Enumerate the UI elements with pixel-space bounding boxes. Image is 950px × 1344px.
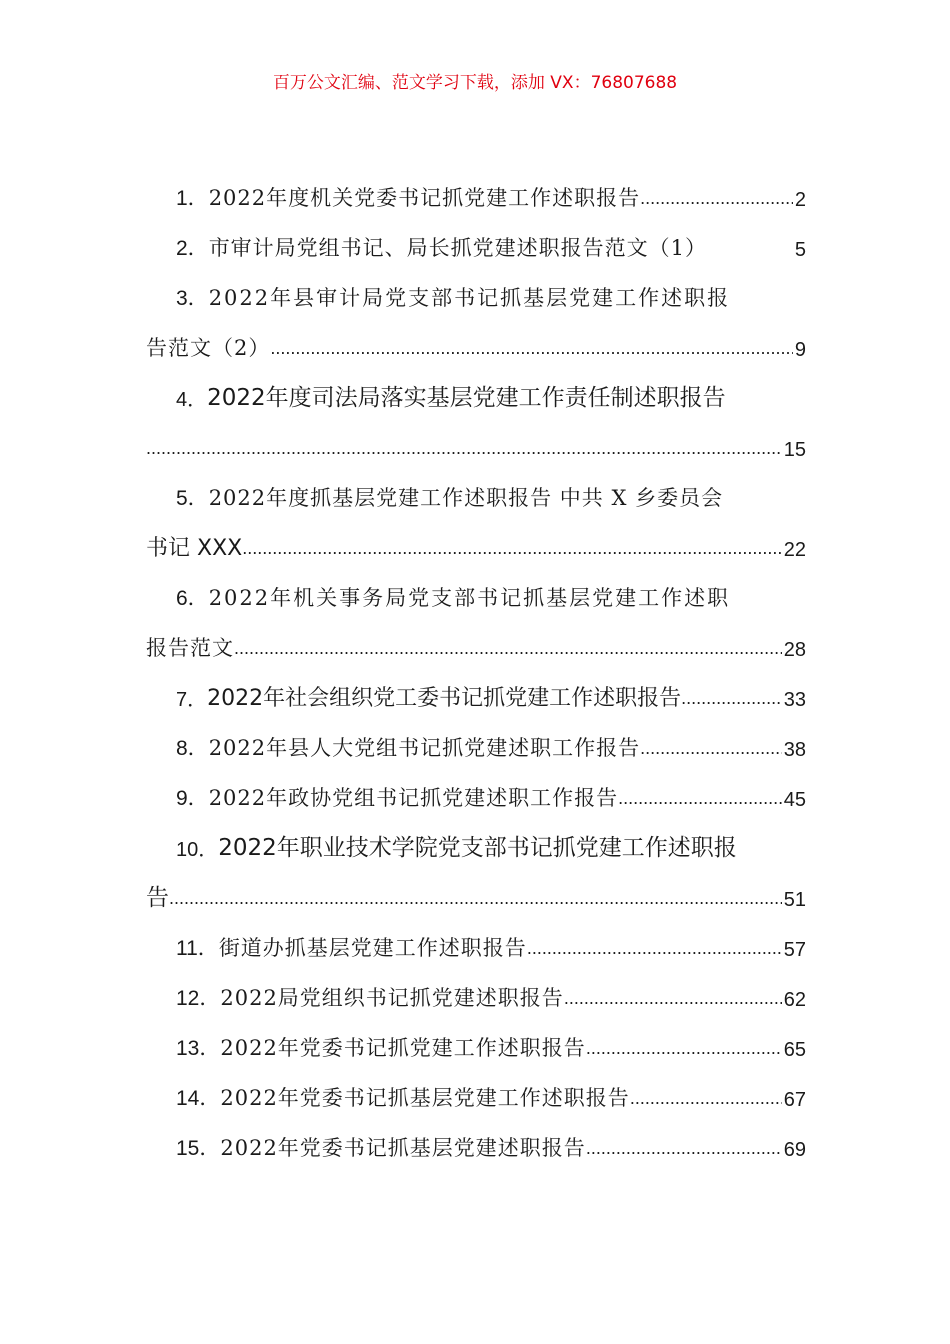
toc-entry-5-cont[interactable] <box>146 522 806 562</box>
toc-number: 10． <box>176 839 219 861</box>
toc-title: 2022年度机关党委书记抓党建工作述职报告 <box>208 186 641 210</box>
toc-leader <box>586 1038 782 1062</box>
toc-leader <box>270 338 793 362</box>
watermark-header: 百万公文汇编、范文学习下载，添加 VX：76807688 <box>272 73 678 93</box>
toc-page: 9 <box>794 339 806 361</box>
toc-title-cont: 报告范文 <box>146 636 234 660</box>
toc-entry-12[interactable] <box>146 972 806 1012</box>
toc-number: 7． <box>176 689 208 711</box>
toc-entry-9[interactable] <box>146 772 806 812</box>
toc-page: 65 <box>783 1039 806 1061</box>
toc-number: 13． <box>176 1037 221 1060</box>
toc-number: 14． <box>176 1087 221 1110</box>
toc-number: 12． <box>176 987 221 1010</box>
toc-entry-1[interactable] <box>146 172 806 212</box>
toc-entry-4-cont[interactable] <box>146 422 806 462</box>
toc-leader <box>169 888 782 912</box>
toc-title: 街道办抓基层党建工作述职报告 <box>218 936 527 960</box>
toc-title: 市审计局党组书记、局长抓党建述职报告范文（1） <box>208 236 708 260</box>
toc-leader <box>564 988 782 1012</box>
toc-page: 69 <box>783 1139 806 1161</box>
toc-title: 2022年度抓基层党建工作述职报告 中共 X 乡委员会 <box>208 486 724 510</box>
toc-entry-7[interactable] <box>146 672 806 712</box>
toc-title: 2022年职业技术学院党支部书记抓党建工作述职报 <box>218 835 737 861</box>
toc-entry-10[interactable] <box>146 822 806 862</box>
toc-leader <box>681 688 782 712</box>
toc-page: 45 <box>783 789 806 811</box>
toc-title: 2022年县审计局党支部书记抓基层党建工作述职报 <box>208 286 731 310</box>
toc-leader <box>586 1138 782 1162</box>
toc-entry-10-cont[interactable] <box>146 872 806 912</box>
toc-title: 2022局党组织书记抓党建述职报告 <box>220 986 564 1010</box>
toc-page: 33 <box>783 689 806 711</box>
toc-number: 2． <box>176 237 209 260</box>
toc-number: 15． <box>176 1137 221 1160</box>
toc-title-cont: 告范文（2） <box>146 336 271 360</box>
toc-entry-14[interactable] <box>146 1072 806 1112</box>
toc-title: 2022年党委书记抓基层党建工作述职报告 <box>220 1086 630 1110</box>
toc-number: 9． <box>176 787 209 810</box>
toc-title: 2022年度司法局落实基层党建工作责任制述职报告 <box>207 385 726 411</box>
toc-entry-8[interactable] <box>146 722 806 762</box>
toc-number: 1． <box>176 187 209 210</box>
toc-page: 38 <box>783 739 806 761</box>
toc-entry-13[interactable] <box>146 1022 806 1062</box>
toc-leader <box>146 438 782 462</box>
toc-entry-4[interactable] <box>146 372 806 412</box>
toc-entry-11[interactable] <box>146 922 806 962</box>
toc-page: 51 <box>783 889 806 911</box>
toc-page: 62 <box>783 989 806 1011</box>
toc-number: 8． <box>176 737 209 760</box>
toc-entry-3-cont[interactable] <box>146 322 806 362</box>
toc-number: 4． <box>176 389 208 411</box>
toc-page: 22 <box>783 539 806 561</box>
toc-entry-6-cont[interactable] <box>146 622 806 662</box>
toc-title-cont: 告 <box>146 885 169 911</box>
toc-page: 67 <box>783 1089 806 1111</box>
toc-leader <box>234 638 782 662</box>
toc-leader <box>640 738 782 762</box>
toc-entry-5[interactable] <box>146 472 806 512</box>
toc-title: 2022年党委书记抓基层党建述职报告 <box>220 1136 586 1160</box>
toc-leader <box>640 188 793 212</box>
toc-entry-6[interactable] <box>146 572 806 612</box>
toc-page: 57 <box>783 939 806 961</box>
toc-number: 5． <box>176 487 209 510</box>
toc-leader <box>618 788 782 812</box>
toc-page: 15 <box>783 439 806 461</box>
toc-page: 2 <box>794 189 806 211</box>
toc-entry-2[interactable] <box>146 222 806 262</box>
toc-page: 5 <box>794 239 806 261</box>
toc-title: 2022年党委书记抓党建工作述职报告 <box>220 1036 586 1060</box>
toc-leader <box>527 938 782 962</box>
toc-title: 2022年社会组织党工委书记抓党建工作述职报告 <box>207 686 682 711</box>
toc-number: 6． <box>176 587 209 610</box>
toc-entry-15[interactable] <box>146 1122 806 1162</box>
toc-entry-3[interactable] <box>146 272 806 312</box>
toc-title: 2022年政协党组书记抓党建述职工作报告 <box>208 786 619 810</box>
toc-number: 3． <box>176 287 209 310</box>
toc-title-cont: 书记 XXX <box>146 536 243 561</box>
toc-leader <box>242 538 782 562</box>
toc-title: 2022年机关事务局党支部书记抓基层党建工作述职 <box>208 586 731 610</box>
toc-number: 11． <box>176 937 219 960</box>
toc-leader <box>630 1088 782 1112</box>
toc-page: 28 <box>783 639 806 661</box>
toc-title: 2022年县人大党组书记抓党建述职工作报告 <box>208 736 641 760</box>
